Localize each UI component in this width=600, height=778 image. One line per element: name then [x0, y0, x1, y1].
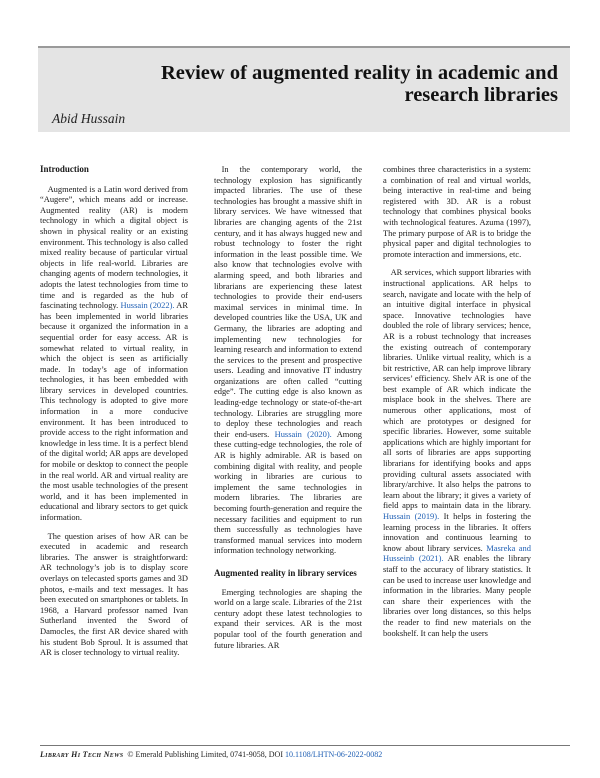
citation-link[interactable]: Hussain (2022).: [120, 300, 175, 311]
text-run: In the contemporary world, the technology explosion has significantly impacted libraries. The use of these technologies has brought a massive shift in library services. We have witnessed that libraries are changing agents of the 21st century, and it has always hugged new and robust technology to foster the right information in the least possible time. We also know that technologies evolve with alarming speed, and both libraries and librarians are experiencing these latest technologies to provide their end-users maximal services in minimal time. In developed countries like the USA, UK and Germany, the libraries are adopting and implementing new technologies for learning research and information to extend the services to the present and prospective users. Leading and innovative IT industry organizations are often called “cutting edge”. The cutting edge is also known as leading-edge technology or state-of-the-art technology. Libraries are struggling more to deploy these technologies and reach their end-users.: [214, 164, 362, 439]
section-heading-ar-library: Augmented reality in library services: [214, 567, 357, 578]
paragraph: [383, 267, 531, 638]
page-footer: [40, 745, 570, 759]
paragraph: Emerging technologies are shaping the world on a large scale. Libraries of the 21st century adopt these latest technologies to expand their services. AR is the most popular tool of the fourth generation and future libraries. AR: [214, 586, 362, 650]
title-banner: [38, 46, 570, 132]
text-run: AR enables the library staff to the accuracy of library statistics. It can be used to increase user knowledge and information in the libraries. Many people can share their experiences with the libraries over long distances, so this helps the reader to find new materials on the bookshelf. It can help the users: [383, 553, 531, 638]
text-run: Augmented is a Latin word derived from “Augere”, which means add or increase. Augmented reality (AR) is modern technology in which a digital object is shown in physical reality or an existing environment. This technology is also called mixed reality because of particular virtual objects in life real-world. Libraries are changing agents of modern technologies, it adopts the latest technologies from time to time and is regarded as the hub of fascinating technology.: [40, 183, 188, 311]
citation-link[interactable]: Masreka and Husseinb (2021).: [383, 542, 531, 564]
citation-link[interactable]: Hussain (2019).: [383, 511, 440, 521]
doi-link[interactable]: 10.1108/LHTN-06-2022-0082: [284, 750, 383, 759]
text-run: AR services, which support libraries with instructional applications. AR helps to search, navigate and locate with the help of an intuitive digital interface in physical space. Innovative technologies have doubled the role of library services; hence, AR is a robust technology that increases the existing outreach of contemporary libraries. Unlike virtual reality, which is a bit restrictive, AR can help improve library services’ efficiency. Shelv AR is one of the best example of AR which indicate the misplace book in the shelves. There are numerous other applications, most of which are prototypes or designed for specific libraries. However, some suitable applications which are highly important for all sorts of libraries are apps supporting librarians for identifying books and apps providing cultural assets associated with library/archive. It also helps the patrons to learn about the library; it gives a variety of field apps to maintain data in the library.: [383, 267, 531, 511]
journal-name: Library Hi Tech News: [40, 750, 124, 759]
text-run: AR has been implemented in world libraries because it organized the information in a sequential order for easy access. AR is somewhat related to virtual reality, in which the object is seen as artificially made. In today’s age of information technologies, it has been embedded with library services in developed countries. This technology is adopted to give more information in a more conducive environment. It has been introduced to provide access to the right information and knowledge in less time. It is a perfect blend of the digital world; AR apps are developed for mobile or desktop to connect the people in the real world. AR and virtual reality are the most usable technologies of the present world, and it has been implemented in educational and library sectors to get quick information.: [40, 300, 188, 522]
column-2: [214, 164, 362, 650]
paragraph: The question arises of how AR can be executed in academic and research libraries. The answer is straightforward: AR technology’s job is to display score overlays on telecasted sports games and 3D photos, e-mails and text messages. It has been executed on smartphones or tablets. In 1968, a Harvard professor named Ivan Sutherland invented the Sword of Damocles, the first AR device shared with his student Bob Sproul. It is assumed that AR is closer technology to virtual reality.: [40, 530, 188, 658]
paragraph: [214, 164, 362, 556]
article-title: Review of augmented reality in academic and research libraries: [160, 62, 558, 106]
author-name: Abid Hussain: [52, 111, 126, 126]
text-run: Among these cutting-edge technologies, the role of AR is highly admirable. AR is based on combining digital with reality, and people working in libraries are curious to implement the same technologies in modern libraries. The libraries are becoming fourth-generation and require the necessary facilities and equipment to run them successfully as technologies have transformed manual services into modern information technology networking.: [214, 428, 362, 556]
paragraph: combines three characteristics in a system: a combination of real and virtual worlds, being interactive in real-time and being registered with 3D. AR is a robust technology that combines physical books with technological features. Azuma (1997), The primary purpose of AR is to bridge the physical paper and digital technologies to promote interaction and immersions, etc.: [383, 164, 531, 259]
citation-link[interactable]: Hussain (2020).: [274, 428, 332, 439]
paragraph: [40, 184, 188, 523]
section-heading-introduction: Introduction: [40, 164, 89, 174]
column-3: [383, 164, 531, 638]
text-run: It helps in fostering the learning process in the libraries. It offers innovation and continuous learning to know about library services.: [383, 511, 532, 553]
column-1: [40, 164, 188, 658]
copyright-text: © Emerald Publishing Limited, 0741-9058, DOI: [127, 750, 283, 759]
